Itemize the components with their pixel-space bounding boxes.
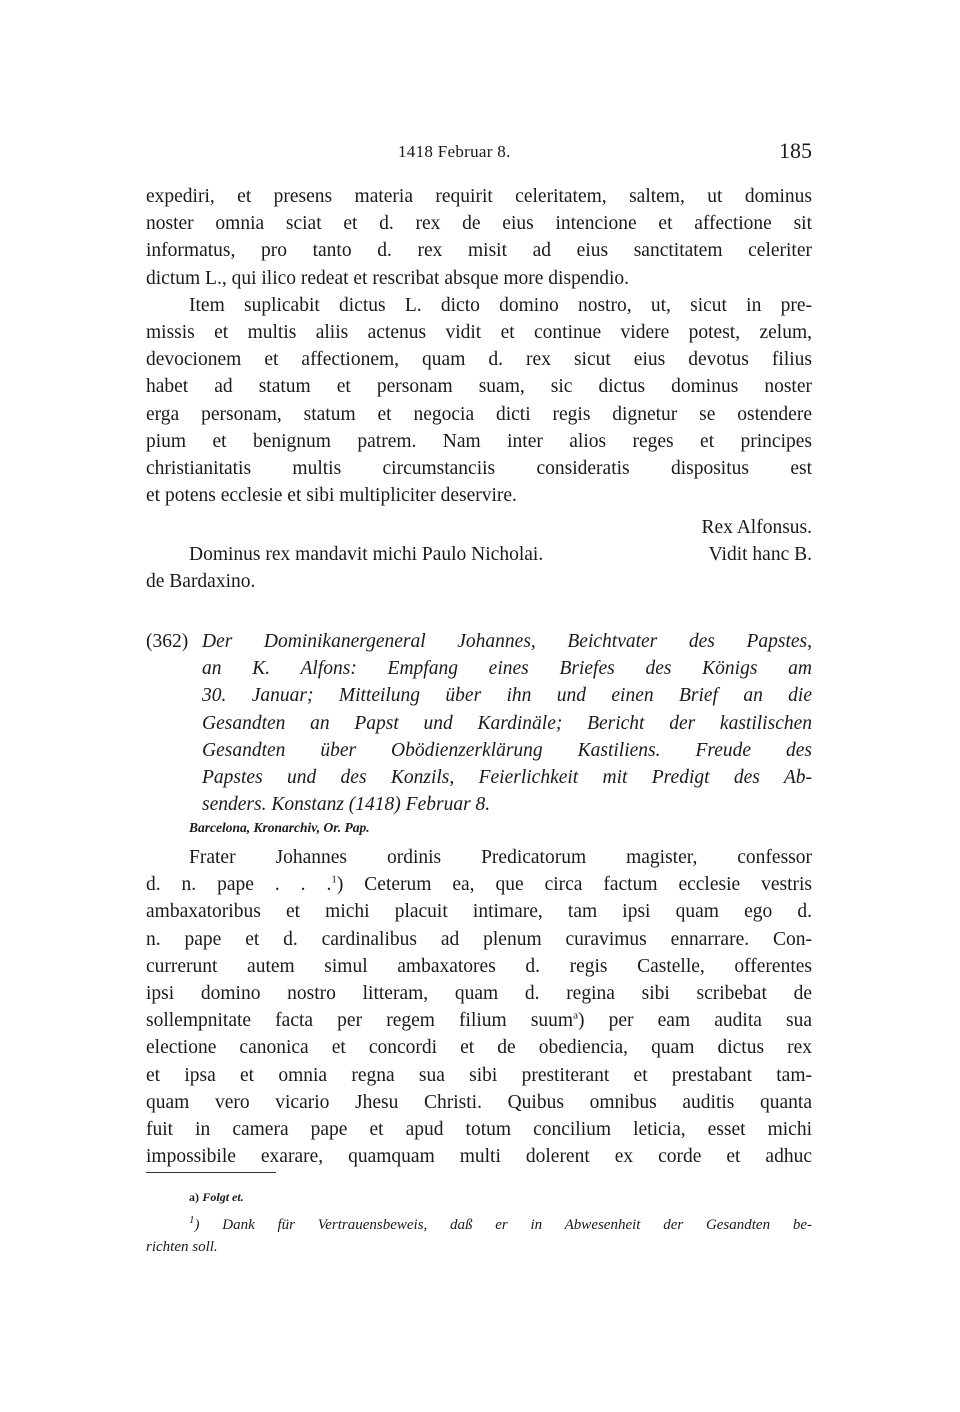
text-line: Frater Johannes ordinis Predicatorum magister, confessor: [189, 847, 812, 868]
footnote-1-label: 1: [189, 1214, 195, 1226]
text-line: sollempnitate facta per regem filium suum$^a$) per eam audita sua: [146, 1009, 813, 1032]
text-line: electione canonica et concordi et de obediencia, quam dictus rex: [146, 1037, 812, 1059]
signature: Rex Alfonsus.: [701, 517, 812, 538]
chancery-note-right: Vidit hanc B.: [708, 544, 812, 565]
text-line: d. n. pape . . .$^1$) Ceterum ea, que circa factum ecclesie vestris: [146, 873, 812, 896]
text-line: pium et benignum patrem. Nam inter alios reges et principes: [146, 430, 812, 452]
text-line: ipsi domino nostro litteram, quam d. regina sibi scribebat de: [146, 982, 812, 1004]
text-line: n. pape et d. cardinalibus ad plenum curavimus ennarrare. Con-: [146, 928, 812, 950]
summary-line: 30. Januar; Mitteilung über ihn und einen Brief an die: [202, 685, 812, 707]
text-line: habet ad statum et personam suam, sic dictus dominus noster: [146, 376, 812, 398]
chancery-note: [146, 541, 812, 595]
text-line: erga personam, statum et negocia dicti regis dignetur se ostendere: [146, 403, 812, 425]
text-line: dictum L., qui ilico redeat et rescribat absque more dispendio.: [146, 267, 630, 289]
summary-line: Der Dominikanergeneral Johannes, Beichtvater des Papstes,: [202, 631, 812, 652]
paragraph-letter: [146, 844, 812, 1170]
footnote-ref: a: [573, 1009, 578, 1022]
text-line: quam vero vicario Jhesu Christi. Quibus omnibus auditis quanta: [146, 1091, 812, 1113]
text-line: currerunt autem simul ambaxatores d. regis Castelle, offerentes: [146, 955, 812, 977]
footnote-1-text: ) Dank für Vertrauensbeweis, daß er in Abwesenheit der Gesandten be-: [194, 1217, 812, 1233]
text-line: impossibile exarare, quamquam multi dolerent ex corde et adhuc: [146, 1146, 812, 1168]
footnote-1: [146, 1214, 812, 1258]
summary-line: an K. Alfons: Empfang eines Briefes des Königs am: [202, 658, 812, 680]
text-line: christianitatis multis circumstanciis consideratis dispositus est: [146, 457, 812, 479]
page-number: 185: [779, 138, 812, 163]
text-line: devocionem et affectionem, quam d. rex sicut eius devotus filius: [146, 349, 812, 371]
document-number: (362): [146, 631, 189, 652]
footnote-a: [189, 1189, 244, 1205]
summary-line: Gesandten über Obödienzerklärung Kastiliens. Freude des: [202, 739, 812, 761]
chancery-note-line2: de Bardaxino.: [146, 571, 256, 593]
document-summary: [202, 628, 812, 818]
text-line: fuit in camera pape et apud totum concilium leticia, esset michi: [146, 1118, 812, 1140]
footnote-a-text: Folgt et.: [202, 1190, 244, 1204]
text-line: Item suplicabit dictus L. dicto domino nostro, ut, sicut in pre-: [189, 294, 812, 316]
text-line: missis et multis aliis actenus vidit et continue videre potest, zelum,: [146, 321, 812, 343]
chancery-note-left: Dominus rex mandavit michi Paulo Nicholai.: [189, 544, 544, 565]
footnote-1-text-cont: richten soll.: [146, 1239, 218, 1255]
running-title: 1418 Februar 8.: [398, 142, 511, 161]
footnote-a-label: a): [189, 1190, 199, 1204]
archive-source: Barcelona, Kronarchiv, Or. Pap.: [189, 820, 370, 835]
text-line: informatus, pro tanto d. rex misit ad eius sanctitatem celeriter: [146, 240, 812, 262]
text-line: noster omnia sciat et d. rex de eius intencione et affectione sit: [146, 213, 812, 235]
text-line: ambaxatoribus et michi placuit intimare, tam ipsi quam ego d.: [146, 901, 812, 923]
summary-line: Papstes und des Konzils, Feierlichkeit mit Predigt des Ab-: [202, 766, 812, 788]
footnote-ref: 1: [331, 873, 337, 886]
text-line: et ipsa et omnia regna sua sibi prestiterant et prestabant tam-: [146, 1064, 812, 1086]
text-line: expediri, et presens materia requirit celeritatem, saltem, ut dominus: [146, 186, 812, 207]
summary-line: senders. Konstanz (1418) Februar 8.: [202, 794, 491, 816]
footnote-divider: [146, 1172, 276, 1173]
text-line: et potens ecclesie et sibi multipliciter deservire.: [146, 485, 517, 507]
summary-line: Gesandten an Papst und Kardinäle; Bericht der kastilischen: [202, 712, 812, 734]
page-header: [146, 138, 812, 166]
paragraph-letter-ending: [146, 183, 812, 509]
